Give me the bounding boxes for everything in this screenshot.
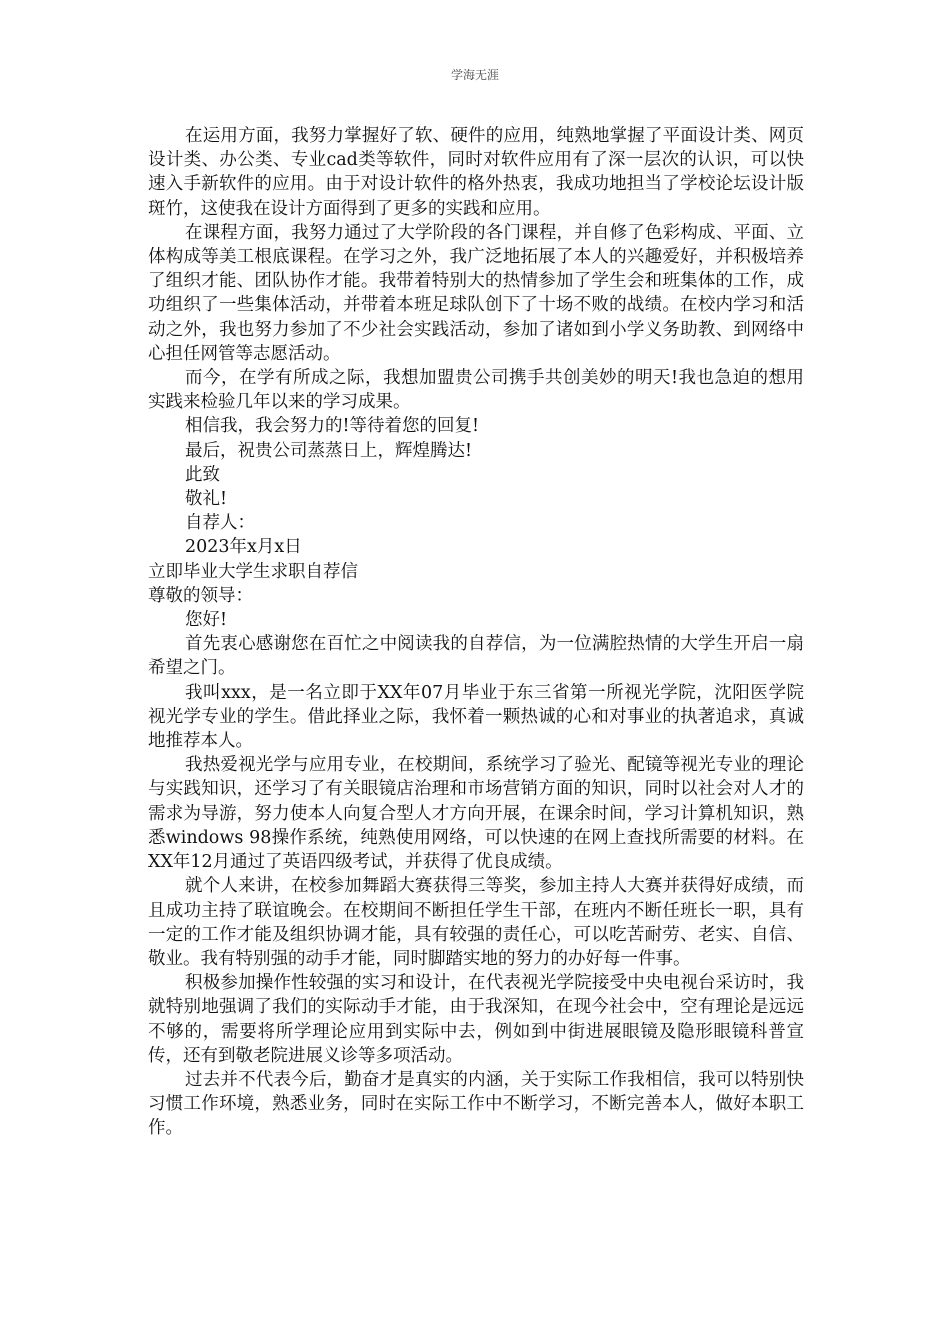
paragraph-courses: 在课程方面，我努力通过了大学阶段的各门课程，并自修了色彩构成、平面、立体构成等美工根底课程。在学习之外，我广泛地拓展了本人的兴趣爱好，并积极培养了组织才能、团队协作才能。我带着特别大的热情参加了学生会和班集体的工作，成功组织了一些集体活动，并带着本班足球队创下了十场不败的战绩。在校内学习和活动之外，我也努力参加了不少社会实践活动，参加了诸如到小学义务助教、到网络中心担任网管等志愿活动。 <box>148 222 804 364</box>
document-body <box>148 124 804 1141</box>
letter-salutation: 尊敬的领导： <box>148 585 253 606</box>
paragraph-thanks: 首先衷心感谢您在百忙之中阅读我的自荐信，为一位满腔热情的大学生开启一扇希望之门。 <box>148 634 804 679</box>
paragraph-major: 我热爱视光学与应用专业，在校期间，系统学习了验光、配镜等视光专业的理论与实践知识，还学习了有关眼镜店治理和市场营销方面的知识，同时以社会对人才的需求为导游，努力使本人向复合型人才方向开展，在课余时间，学习计算机知识，熟悉windows 98操作系统，纯熟使用网络，可以快速的在网上查找所需要的材料。在XX年12月通过了英语四级考试，并获得了优良成绩。 <box>148 755 804 873</box>
page-header: 学海无涯 <box>450 68 499 82</box>
paragraph-personal: 就个人来讲，在校参加舞蹈大赛获得三等奖，参加主持人大赛并获得好成绩，而且成功主持了联谊晚会。在校期间不断担任学生干部，在班内不断任班长一职，具有一定的工作才能及组织协调才能，具有较强的责任心，可以吃苦耐劳、老实、自信、敬业。我有特别强的动手才能，同时脚踏实地的努力的办好每一件事。 <box>148 876 804 969</box>
date-line: 2023年x月x日 <box>185 537 302 558</box>
closing-regards: 敬礼! <box>185 489 228 510</box>
paragraph-software-skills: 在运用方面，我努力掌握好了软、硬件的应用，纯熟地掌握了平面设计类、网页设计类、办公类、专业cad类等软件，同时对软件应用有了深一层次的认识，可以快速入手新软件的应用。由于对设计软件的格外热衷，我成功地担当了学校论坛设计版斑竹，这使我在设计方面得到了更多的实践和应用。 <box>148 126 804 219</box>
letter-title: 立即毕业大学生求职自荐信 <box>148 561 358 582</box>
paragraph-aspiration: 而今，在学有所成之际，我想加盟贵公司携手共创美妙的明天!我也急迫的想用实践来检验几年以来的学习成果。 <box>148 368 804 413</box>
closing-salutation: 此致 <box>185 464 220 485</box>
paragraph-wishes: 最后，祝贵公司蒸蒸日上，辉煌腾达! <box>185 440 473 461</box>
paragraph-introduction: 我叫xxx，是一名立即于XX年07月毕业于东三省第一所视光学院，沈阳医学院视光学专业的学生。借此择业之际，我怀着一颗热诚的心和对事业的执著追求，真诚地推荐本人。 <box>148 682 804 752</box>
greeting: 您好! <box>185 610 228 631</box>
signature-label: 自荐人： <box>185 513 255 534</box>
paragraph-practice: 积极参加操作性较强的实习和设计，在代表视光学院接受中央电视台采访时，我就特别地强调了我们的实际动手才能，由于我深知，在现今社会中，空有理论是远远不够的，需要将所学理论应用到实际中去，例如到中街进展眼镜及隐形眼镜科普宣传，还有到敬老院进展义诊等多项活动。 <box>148 973 804 1066</box>
paragraph-future: 过去并不代表今后，勤奋才是真实的内涵，关于实际工作我相信，我可以特别快习惯工作环境，熟悉业务，同时在实际工作中不断学习，不断完善本人，做好本职工作。 <box>148 1069 804 1139</box>
paragraph-trust: 相信我，我会努力的!等待着您的回复! <box>185 416 480 437</box>
